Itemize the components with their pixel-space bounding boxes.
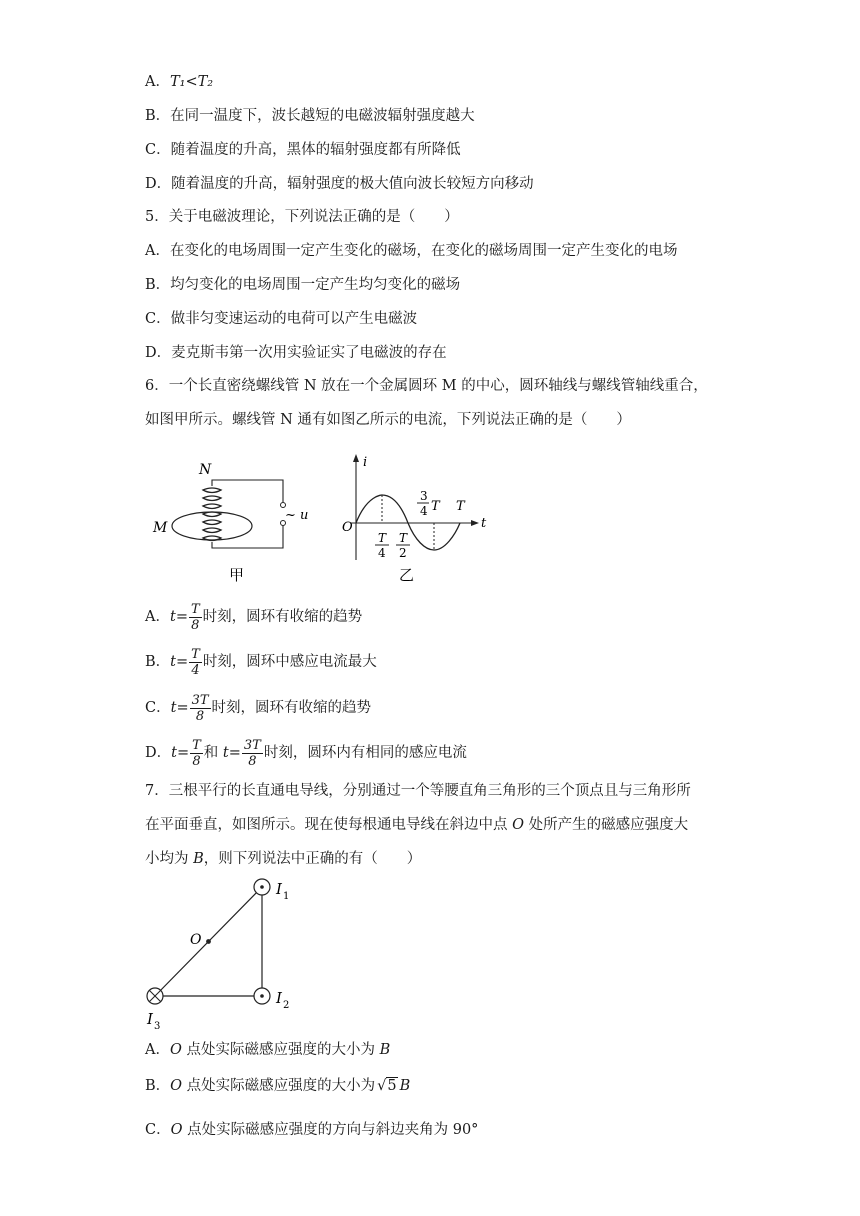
fraction bbox=[189, 602, 202, 633]
option-label: D． bbox=[145, 176, 172, 192]
option-label: C． bbox=[145, 1122, 171, 1138]
caption-yi: 乙 bbox=[399, 566, 415, 584]
q7-stem-line1: 7．三根平行的长直通电导线，分别通过一个等腰直角三角形的三个顶点且与三角形所 bbox=[145, 783, 691, 799]
tick-t4-num: T bbox=[378, 531, 387, 545]
var-t: t bbox=[170, 654, 176, 670]
label-i1: I bbox=[276, 880, 282, 898]
q4-option-a-text: T₁<T₂ bbox=[169, 74, 214, 90]
stem-text: 在平面垂直，如图所示。现在使每根通电导线在斜边中点 bbox=[145, 817, 513, 833]
q5-option-b bbox=[145, 275, 460, 295]
option-text: 点处实际磁感应强度的大小为 bbox=[186, 1078, 376, 1094]
q4-option-c bbox=[145, 140, 461, 160]
point-o: O bbox=[170, 1078, 183, 1094]
label-i3: I bbox=[147, 1010, 153, 1028]
option-label: A． bbox=[145, 1042, 170, 1058]
equals-sign: = bbox=[176, 700, 189, 716]
option-text: 时刻，圆环有收缩的趋势 bbox=[211, 700, 372, 716]
terminal-top bbox=[281, 503, 286, 508]
denominator: 8 bbox=[192, 753, 201, 769]
q4-option-d bbox=[145, 174, 534, 194]
q6-option-c bbox=[145, 690, 371, 726]
option-label: B． bbox=[145, 654, 171, 670]
circuit-wire-top bbox=[212, 480, 283, 502]
tick-3t4-den: 4 bbox=[420, 504, 428, 518]
point-o: O bbox=[170, 1122, 183, 1138]
var-t: t bbox=[169, 609, 176, 625]
option-label: B． bbox=[145, 277, 171, 293]
option-text: 随着温度的升高，黑体的辐射强度都有所降低 bbox=[170, 142, 461, 158]
label-i2: I bbox=[276, 989, 282, 1007]
symbol-b: B bbox=[193, 851, 204, 867]
label-t: t bbox=[481, 516, 487, 531]
tick-3t4-num: 3 bbox=[420, 489, 428, 503]
option-label: B． bbox=[145, 1078, 171, 1094]
q7-option-c bbox=[145, 1120, 478, 1140]
fraction bbox=[242, 738, 263, 769]
i-axis-arrow bbox=[353, 454, 359, 462]
tick-3t4-t: T bbox=[431, 499, 440, 514]
option-text: 做非匀变速运动的电荷可以产生电磁波 bbox=[170, 311, 418, 327]
caption-jia: 甲 bbox=[229, 566, 245, 584]
q7-option-a bbox=[145, 1040, 390, 1060]
q6-stem-line1: 6．一个长直密绕螺线管 N 放在一个金属圆环 M 的中心，圆环轴线与螺线管轴线重合， bbox=[145, 378, 708, 394]
q5-stem: 5．关于电磁波理论，下列说法正确的是（ ） bbox=[145, 209, 459, 225]
wire-i2-dot bbox=[260, 994, 264, 998]
label-u: ~ u bbox=[285, 508, 309, 523]
tick-t2-num: T bbox=[399, 531, 408, 545]
wire-i1-dot bbox=[260, 885, 264, 889]
label-n: N bbox=[199, 462, 212, 478]
equals-sign: = bbox=[175, 654, 189, 670]
q6-stem-line2: 如图甲所示。螺线管 N 通有如图乙所示的电流，下列说法正确的是（ ） bbox=[145, 412, 631, 428]
q5-option-c bbox=[145, 309, 417, 329]
midpoint-o bbox=[206, 939, 211, 944]
option-text: 麦克斯韦第一次用实验证实了电磁波的存在 bbox=[171, 345, 447, 361]
circuit-wire-bottom bbox=[212, 526, 283, 548]
option-text: 随着温度的升高，辐射强度的极大值向波长较短方向移动 bbox=[171, 176, 534, 192]
sqrt-symbol: √ bbox=[377, 1078, 387, 1094]
denominator: 8 bbox=[191, 617, 200, 633]
tick-t4-den: 4 bbox=[378, 546, 386, 560]
denominator: 8 bbox=[248, 753, 257, 769]
t-axis-arrow bbox=[471, 520, 479, 526]
q7-stem-line3 bbox=[145, 849, 421, 869]
denominator: 8 bbox=[195, 708, 205, 724]
q6-figures bbox=[145, 450, 505, 590]
q7-option-b bbox=[145, 1076, 410, 1096]
equals-sign: = bbox=[175, 609, 188, 625]
solenoid-coil bbox=[203, 488, 221, 541]
point-o: O bbox=[169, 1042, 182, 1058]
tick-t: T bbox=[456, 499, 465, 514]
var-t: t bbox=[222, 745, 229, 761]
q4-option-a bbox=[145, 72, 213, 92]
symbol-b: B bbox=[379, 1042, 391, 1058]
option-text: 时刻，圆环内有相同的感应电流 bbox=[263, 745, 467, 761]
label-i: i bbox=[363, 455, 368, 470]
option-text: 点处实际磁感应强度的方向与斜边夹角为 90° bbox=[187, 1122, 479, 1138]
numerator: T bbox=[192, 737, 201, 753]
var-t: t bbox=[171, 745, 177, 761]
q7-stem-line2 bbox=[145, 815, 688, 835]
fraction bbox=[190, 693, 211, 724]
option-label: C． bbox=[145, 700, 171, 716]
sqrt-radicand: 5 bbox=[387, 1078, 397, 1094]
fraction bbox=[189, 647, 202, 678]
symbol-b: B bbox=[399, 1078, 411, 1094]
stem-text: 处所产生的磁感应强度大 bbox=[524, 817, 689, 833]
option-text: 点处实际磁感应强度的大小为 bbox=[186, 1042, 380, 1058]
stem-text: ，则下列说法中正确的有（ ） bbox=[203, 851, 422, 867]
point-o: O bbox=[512, 817, 524, 833]
label-origin: O bbox=[342, 520, 353, 535]
option-text: 时刻，圆环中感应电流最大 bbox=[202, 654, 377, 670]
option-label: A． bbox=[145, 74, 170, 90]
numerator: T bbox=[190, 601, 200, 617]
figure-jia bbox=[152, 462, 308, 584]
option-label: B． bbox=[145, 108, 171, 124]
label-i3-sub: 3 bbox=[154, 1021, 161, 1032]
label-i1-sub: 1 bbox=[283, 891, 290, 902]
label-o: O bbox=[190, 932, 202, 948]
figure-yi bbox=[342, 454, 487, 584]
q6-option-a bbox=[145, 599, 362, 635]
option-label: A． bbox=[145, 609, 170, 625]
numerator: T bbox=[191, 646, 200, 662]
option-label: D． bbox=[145, 745, 172, 761]
var-t: t bbox=[170, 700, 177, 716]
q4-option-b bbox=[145, 106, 475, 126]
option-label: C． bbox=[145, 142, 171, 158]
option-text: 均匀变化的电场周围一定产生均匀变化的磁场 bbox=[170, 277, 461, 293]
denominator: 4 bbox=[191, 662, 200, 678]
stem-text: 小均为 bbox=[145, 851, 194, 867]
equals-sign: = bbox=[228, 745, 241, 761]
conjunction: 和 bbox=[203, 745, 219, 761]
fraction bbox=[190, 738, 203, 769]
label-i2-sub: 2 bbox=[283, 1000, 290, 1011]
q7-triangle-figure bbox=[140, 872, 310, 1032]
q6-option-b bbox=[145, 644, 377, 680]
option-label: A． bbox=[145, 243, 170, 259]
label-m: M bbox=[153, 520, 168, 536]
q5-option-d bbox=[145, 343, 447, 363]
option-text: 时刻，圆环有收缩的趋势 bbox=[202, 609, 363, 625]
q6-option-d bbox=[145, 735, 467, 771]
tick-t2-den: 2 bbox=[399, 546, 407, 560]
equals-sign: = bbox=[176, 745, 190, 761]
option-label: D． bbox=[145, 345, 172, 361]
option-text: 在同一温度下，波长越短的电磁波辐射强度越大 bbox=[170, 108, 475, 124]
option-text: 在变化的电场周围一定产生变化的磁场，在变化的磁场周围一定产生变化的电场 bbox=[169, 243, 678, 259]
numerator: 3T bbox=[191, 692, 209, 708]
q5-option-a bbox=[145, 241, 677, 261]
numerator: 3T bbox=[243, 737, 261, 753]
option-label: C． bbox=[145, 311, 171, 327]
